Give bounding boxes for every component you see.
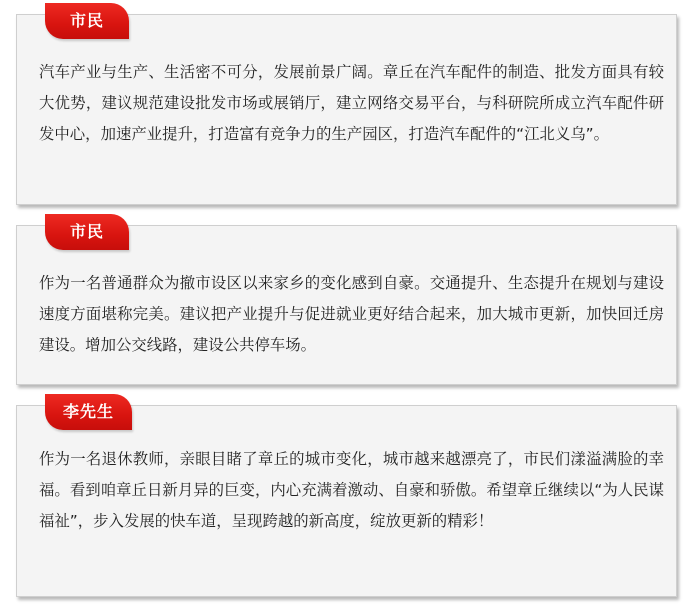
speaker-tag: 市民 (45, 214, 129, 250)
speaker-tag: 李先生 (45, 394, 132, 430)
comment-card (16, 11, 677, 205)
comment-card (16, 402, 677, 597)
comment-text: 作为一名普通群众为撤市设区以来家乡的变化感到自豪。交通提升、生态提升在规划与建设速度方面堪称完美。建议把产业提升与促进就业更好结合起来，加大城市更新，加快回迁房建设。增加公交线路，建设公共停车场。 (39, 274, 664, 354)
speaker-tag: 市民 (45, 3, 129, 39)
comment-card (16, 222, 677, 385)
comment-text: 作为一名退休教师，亲眼目睹了章丘的城市变化，城市越来越漂亮了，市民们漾溢满脸的幸福。看到咱章丘日新月异的巨变，内心充满着激动、自豪和骄傲。希望章丘继续以“为人民谋福祉”，步入发展的快车道，呈现跨越的新高度，绽放更新的精彩！ (39, 450, 664, 530)
comment-text: 汽车产业与生产、生活密不可分，发展前景广阔。章丘在汽车配件的制造、批发方面具有较大优势，建议规范建设批发市场或展销厅，建立网络交易平台，与科研院所成立汽车配件研发中心，加速产业提升，打造富有竞争力的生产园区，打造汽车配件的“江北义乌”。 (39, 63, 664, 143)
